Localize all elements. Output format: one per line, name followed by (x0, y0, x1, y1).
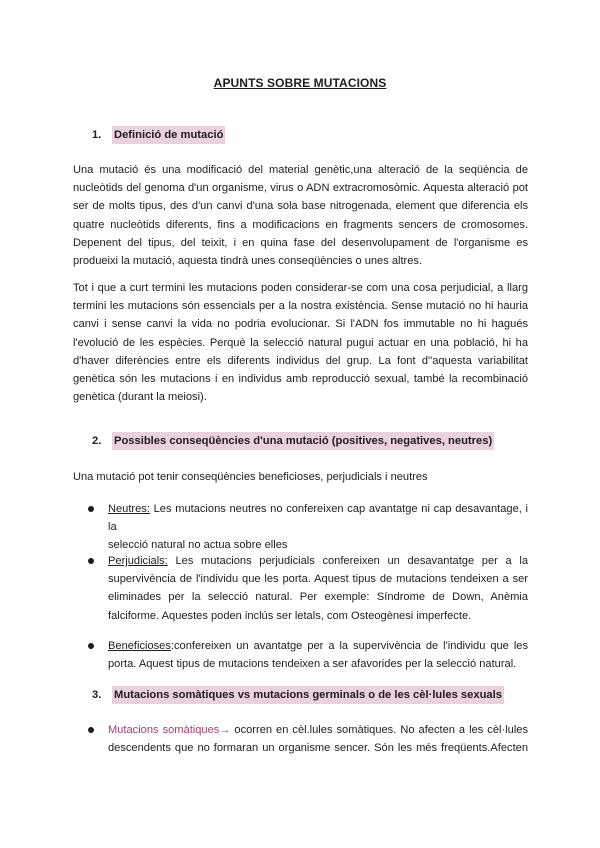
bullet-line-text: Les mutacions neutres no confereixen cap avantatge ni cap desavantage, i la (108, 503, 528, 534)
paragraph-evolution (73, 279, 528, 406)
section-heading-text: Definició de mutació (112, 126, 225, 144)
bullet-text (108, 721, 528, 757)
text-line: descendents que no formaran un organisme sencer. Són les més freqüents.Afecten (108, 742, 528, 755)
text-line: Una mutació pot tenir conseqüències beneficioses, perjudicials i neutres (73, 471, 428, 483)
text-line: quatre nucleòtids diferents, fins a modificacions en fragments sencers de cromosomes. (73, 218, 528, 231)
text-line (108, 552, 528, 570)
section-heading-2 (73, 432, 533, 450)
text-line: falciforme. Aquestes poden inclús ser letals, com Osteogènesi imperfecte. (108, 609, 472, 622)
text-line: Tot i que a curt termini les mutacions poden considerar-se com una cosa perjudicial, a llarg (73, 282, 528, 294)
bullet-line-text: ocorren en cèl.lules somàtiques. No afecten a les cèl·lules (230, 724, 529, 736)
bullet-dot-icon (88, 727, 94, 733)
section-heading-text: Possibles conseqüències d'una mutació (positives, negatives, neutres) (112, 432, 494, 450)
text-line (108, 500, 528, 536)
text-line: ser de molts tipus, des d'un canvi d'una sola base nitrogenada, element que diferencia els (73, 200, 528, 213)
text-line: porta. Aquest tipus de mutacions tendeixen a ser afavorides per la selecció natural. (108, 658, 517, 671)
bullet-term: Beneficioses (108, 640, 171, 652)
text-line: nucleòtids del genoma d'un organisme, virus o ADN extracromosòmic. Aquesta alteració pot (73, 182, 528, 195)
bullet-term: Perjudicials: (108, 555, 168, 567)
text-line: Una mutació és una modificació del material genètic,una alteració de la seqüència de (73, 164, 528, 176)
text-line: d'haver diferències entre els diferents individus del grup. La font d''aquesta variabilitat (73, 354, 528, 367)
text-line: eliminades per la selecció natural. Per exemple: Síndrome de Down, Anèmia (108, 591, 528, 604)
text-line: supervivència de l'individu que les porta. Aquest tipus de mutacions tendeixen a ser (108, 573, 528, 586)
text-line: genètica són les mutacions i en individus amb reproducció sexual, també la recombinació (73, 372, 528, 385)
text-line: termini les mutacions són essencials per a la nostra existència. Sense mutació no hi hauria (73, 300, 528, 313)
bullet-term: Mutacions somàtiques→ (108, 724, 231, 736)
text-line: l'evolució de les espècies. Perquè la selecció natural pugui actuar en una població, hi ha (73, 336, 528, 349)
text-line: genètica (durant la meiosi). (73, 391, 207, 404)
bullet-text (108, 552, 528, 625)
text-line (108, 637, 528, 655)
bullet-dot-icon (88, 558, 94, 564)
bullet-line-text: :confereixen un avantatge per a la supervivència de l'individu que les (170, 640, 528, 652)
section-number: 1. (92, 129, 102, 141)
text-line: Depenent del tipus, del teixit, i en quina fase del desenvolupament de l'organisme es (73, 236, 528, 249)
section-number: 3. (92, 689, 102, 701)
text-line (108, 721, 528, 739)
bullet-dot-icon (88, 643, 94, 649)
section-heading-text: Mutacions somàtiques vs mutacions germinals o de les cèl·lules sexuals (112, 686, 504, 704)
section-heading-3 (73, 686, 533, 704)
text-line: produeixi la mutació, aquesta tindrà unes conseqüències o unes altres. (73, 254, 423, 267)
paragraph-consequences-intro (73, 468, 528, 486)
bullet-dot-icon (88, 506, 94, 512)
bullet-text (108, 637, 528, 673)
bullet-term: Neutres: (108, 503, 150, 515)
document-title: APUNTS SOBRE MUTACIONS (213, 76, 387, 90)
text-line: canvi i sense canvi la vida no podria evolucionar. Si l'ADN fos immutable no hi hagués (73, 318, 528, 331)
section-heading-1 (73, 126, 533, 144)
text-line: selecció natural no actua sobre elles (108, 539, 288, 552)
paragraph-definition (73, 161, 528, 270)
bullet-line-text: Les mutacions perjudicials confereixen un desavantatge per a la (167, 555, 528, 567)
bullet-text (108, 500, 528, 555)
section-number: 2. (92, 435, 102, 447)
